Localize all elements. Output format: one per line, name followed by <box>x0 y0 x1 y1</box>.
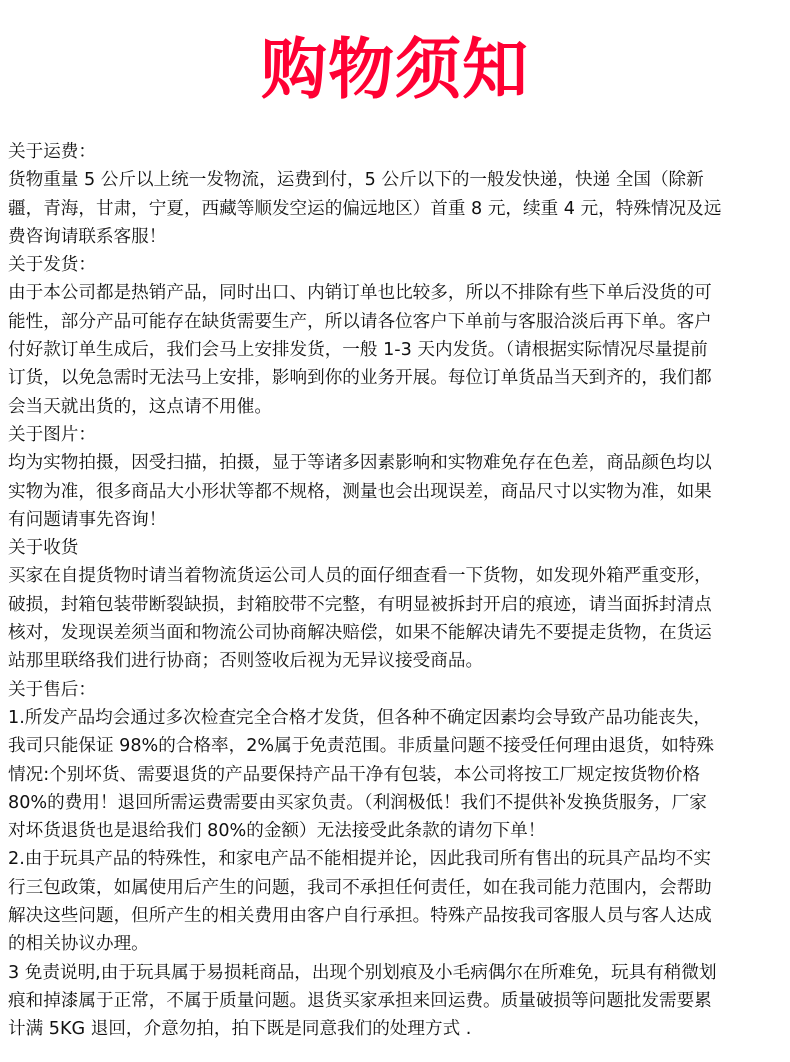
section-shipping-fee <box>8 138 788 251</box>
section-heading: 关于收货 <box>8 538 79 559</box>
paragraph-line: 货物重量 5 公斤以上统一发物流，运费到付，5 公斤以下的一般发快递，快递 全国（除新 <box>8 170 704 191</box>
notice-content <box>8 138 788 1044</box>
paragraph-line: 我司只能保证 98%的合格率，2%属于免责范围。非质量问题不接受任何理由退货，如特殊 <box>8 736 714 757</box>
paragraph-line: 疆，青海，甘肃，宁夏，西藏等顺发空运的偏远地区）首重 8 元，续重 4 元，特殊情况及远 <box>8 198 722 219</box>
paragraph-line: 痕和掉漆属于正常，不属于质量问题。退货买家承担来回运费。质量破损等问题批发需要累 <box>8 990 712 1011</box>
paragraph-line: 由于本公司都是热销产品，同时出口、内销订单也比较多，所以不排除有些下单后没货的可 <box>8 283 712 304</box>
section-receiving <box>8 534 788 675</box>
section-after-sales <box>8 676 788 1044</box>
paragraph-line: 付好款订单生成后，我们会马上安排发货，一般 1-3 天内发货。（请根据实际情况尽量提前 <box>8 340 708 361</box>
paragraph-line: 能性，部分产品可能存在缺货需要生产，所以请各位客户下单前与客服洽淡后再下单。客户 <box>8 311 712 332</box>
paragraph-line: 均为实物拍摄，因受扫描，拍摄，显于等诸多因素影响和实物难免存在色差，商品颜色均以 <box>8 453 712 474</box>
paragraph-line: 实物为准，很多商品大小形状等都不规格，测量也会出现误差，商品尺寸以实物为准，如果 <box>8 481 712 502</box>
section-heading: 关于运费： <box>8 142 96 162</box>
paragraph-line: 情况:个别坏货、需要退货的产品要保持产品干净有包装，本公司将按工厂规定按货物价格 <box>8 764 701 785</box>
paragraph-line: 买家在自提货物时请当着物流货运公司人员的面仔细查看一下货物，如发现外箱严重变形， <box>8 566 712 587</box>
paragraph-line: 会当天就出货的，这点请不用催。 <box>8 396 272 417</box>
paragraph-line: 的相关协议办理。 <box>8 934 149 955</box>
paragraph-line: 80%的费用！退回所需运费需要由买家负责。（利润极低！我们不提供补发换货服务，厂家 <box>8 792 707 813</box>
paragraph-line: 站那里联络我们进行协商；否则签收后视为无异议接受商品。 <box>8 651 484 672</box>
paragraph-line: 解决这些问题，但所产生的相关费用由客户自行承担。特殊产品按我司客服人员与客人达成 <box>8 906 712 927</box>
section-delivery <box>8 251 788 421</box>
paragraph-line: 破损，封箱包装带断裂缺损，封箱胶带不完整，有明显被拆封开启的痕迹，请当面拆封清点 <box>8 594 712 615</box>
paragraph-line: 核对，发现误差须当面和物流公司协商解决赔偿，如果不能解决请先不要提走货物，在货运 <box>8 623 712 644</box>
paragraph-line: 有问题请事先咨询！ <box>8 509 167 530</box>
paragraph-line: 行三包政策，如属使用后产生的问题，我司不承担任何责任，如在我司能力范围内，会帮助 <box>8 877 712 898</box>
paragraph-line: 费咨询请联系客服！ <box>8 226 167 247</box>
section-heading: 关于售后： <box>8 679 96 700</box>
paragraph-line: 1.所发产品均会通过多次检查完全合格才发货，但各种不确定因素均会导致产品功能丧失， <box>8 707 711 728</box>
page-title: 购物须知 <box>261 31 529 108</box>
section-heading: 关于图片： <box>8 424 96 445</box>
section-heading: 关于发货： <box>8 255 96 276</box>
paragraph-line: 3 免责说明,由于玩具属于易损耗商品，出现个别划痕及小毛病偶尔在所难免，玩具有稍微划 <box>8 962 717 983</box>
paragraph-line: 订货，以免急需时无法马上安排，影响到你的业务开展。每位订单货品当天到齐的，我们都 <box>8 368 712 389</box>
paragraph-line: 对坏货退货也是退给我们 80%的金额）无法接受此条款的请勿下单！ <box>8 821 546 842</box>
paragraph-line: 2.由于玩具产品的特殊性，和家电产品不能相提并论，因此我司所有售出的玩具产品均不实 <box>8 849 711 870</box>
section-pictures <box>8 421 788 534</box>
paragraph-line: 计满 5KG 退回，介意勿拍，拍下既是同意我们的处理方式 . <box>8 1019 472 1040</box>
